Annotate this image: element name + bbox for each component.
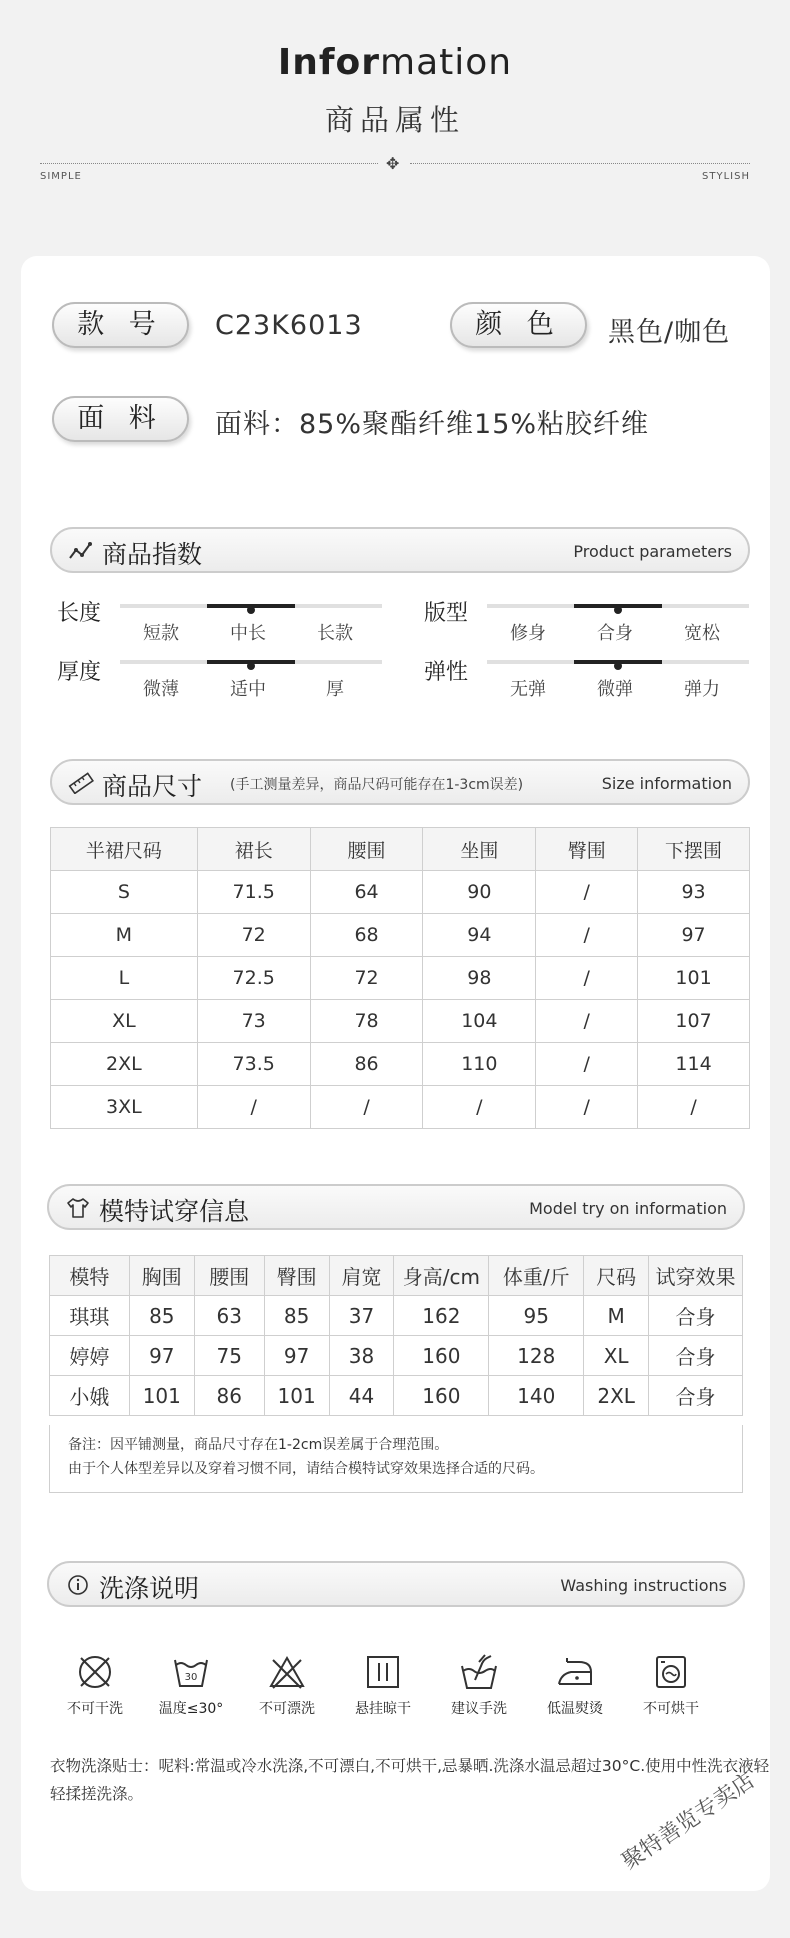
index-option: 弹力 xyxy=(684,679,720,700)
table-cell: 101 xyxy=(264,1376,329,1416)
table-cell: 小娥 xyxy=(50,1376,130,1416)
table-cell: 63 xyxy=(194,1296,264,1336)
table-cell: M xyxy=(584,1296,649,1336)
table-cell: 合身 xyxy=(649,1296,743,1336)
cross-ornament-icon: ✥ xyxy=(386,154,400,173)
table-row xyxy=(50,1336,743,1376)
index-selected-dot xyxy=(247,662,255,670)
table-cell: 95 xyxy=(489,1296,584,1336)
no-bleach-icon xyxy=(267,1652,307,1692)
no-dry-clean-icon xyxy=(75,1652,115,1692)
table-cell: 2XL xyxy=(584,1376,649,1416)
table-cell: / xyxy=(536,957,638,1000)
table-cell: / xyxy=(536,914,638,957)
table-header-cell: 腰围 xyxy=(310,828,423,871)
table-cell: 97 xyxy=(129,1336,194,1376)
table-cell: XL xyxy=(584,1336,649,1376)
care-label: 悬挂晾干 xyxy=(355,1701,411,1717)
table-cell: 75 xyxy=(194,1336,264,1376)
table-header-cell: 臀围 xyxy=(536,828,638,871)
table-cell: 86 xyxy=(310,1043,423,1086)
care-item-hand-wash xyxy=(431,1652,527,1718)
model-info-en: Model try on information xyxy=(529,1199,727,1218)
index-label: 长度 xyxy=(57,601,102,626)
table-row xyxy=(51,871,750,914)
index-option: 合身 xyxy=(597,623,633,644)
table-cell: 37 xyxy=(329,1296,394,1336)
index-label: 版型 xyxy=(424,601,469,626)
table-cell: 101 xyxy=(129,1376,194,1416)
table-cell: 72 xyxy=(310,957,423,1000)
model-note xyxy=(49,1425,743,1493)
product-index-en: Product parameters xyxy=(573,542,732,561)
size-info-en: Size information xyxy=(601,774,732,793)
wash-banner xyxy=(47,1561,745,1607)
table-cell: / xyxy=(310,1086,423,1129)
table-header-cell: 模特 xyxy=(50,1256,130,1296)
table-cell: / xyxy=(638,1086,750,1129)
size-title: 商品尺寸 xyxy=(102,772,203,801)
table-header-cell: 下摆围 xyxy=(638,828,750,871)
note-line-2: 由于个人体型差异以及穿着习惯不同，请结合模特试穿效果选择合适的尺码。 xyxy=(68,1461,544,1477)
model-info-banner xyxy=(47,1184,745,1230)
model-title: 模特试穿信息 xyxy=(99,1197,250,1226)
table-row xyxy=(51,914,750,957)
color-value: 黑色/咖色 xyxy=(608,317,731,348)
table-cell: 38 xyxy=(329,1336,394,1376)
table-cell: 婷婷 xyxy=(50,1336,130,1376)
table-header-cell: 尺码 xyxy=(584,1256,649,1296)
index-option: 微薄 xyxy=(143,679,179,700)
table-row xyxy=(51,1000,750,1043)
size-info-banner xyxy=(50,759,750,805)
table-header-cell: 肩宽 xyxy=(329,1256,394,1296)
table-cell: 85 xyxy=(129,1296,194,1336)
tshirt-icon xyxy=(65,1197,91,1219)
table-cell: / xyxy=(536,1000,638,1043)
table-cell: / xyxy=(536,871,638,914)
care-label: 低温熨烫 xyxy=(547,1701,603,1717)
style-no-value: C23K6013 xyxy=(215,310,363,341)
table-cell: 107 xyxy=(638,1000,750,1043)
table-cell: 94 xyxy=(423,914,536,957)
care-item-no-dry-clean xyxy=(47,1652,143,1718)
note-line-1: 备注：因平铺测量，商品尺寸存在1-2cm误差属于合理范围。 xyxy=(68,1437,449,1453)
table-cell: 72.5 xyxy=(197,957,310,1000)
wash-en: Washing instructions xyxy=(560,1576,727,1595)
table-cell: 73.5 xyxy=(197,1043,310,1086)
ruler-icon xyxy=(68,772,94,794)
fabric-label: 面 料 xyxy=(52,396,189,442)
table-header-cell: 胸围 xyxy=(129,1256,194,1296)
size-table xyxy=(50,827,750,1129)
table-cell: XL xyxy=(51,1000,198,1043)
table-cell: / xyxy=(197,1086,310,1129)
table-cell: 64 xyxy=(310,871,423,914)
index-option: 宽松 xyxy=(684,623,720,644)
care-label: 不可烘干 xyxy=(643,1701,699,1717)
index-option: 厚 xyxy=(326,679,344,700)
care-tip: 衣物洗涤贴士：呢料:常温或冷水洗涤,不可漂白,不可烘干,忌暴晒.洗涤水温忌超过30°C.使用中性洗衣液轻轻揉搓洗涤。 xyxy=(50,1757,770,1803)
table-header-cell: 身高/cm xyxy=(394,1256,489,1296)
style-no-label: 款 号 xyxy=(52,302,189,348)
table-cell: 160 xyxy=(394,1376,489,1416)
wash-30-icon xyxy=(171,1652,211,1692)
table-cell: 73 xyxy=(197,1000,310,1043)
table-cell: 86 xyxy=(194,1376,264,1416)
table-cell: 72 xyxy=(197,914,310,957)
table-cell: S xyxy=(51,871,198,914)
table-cell: 97 xyxy=(638,914,750,957)
index-option: 修身 xyxy=(510,623,546,644)
care-item-no-tumble-dry xyxy=(623,1652,719,1718)
care-label: 温度≤30° xyxy=(158,1701,224,1717)
table-cell: 68 xyxy=(310,914,423,957)
table-cell: 合身 xyxy=(649,1376,743,1416)
table-cell: 78 xyxy=(310,1000,423,1043)
page-title: Information xyxy=(277,42,513,83)
product-index-banner xyxy=(50,527,750,573)
table-cell: / xyxy=(536,1043,638,1086)
table-cell: 71.5 xyxy=(197,871,310,914)
fabric-value: 面料：85%聚酯纤维15%粘胶纤维 xyxy=(215,409,650,440)
svg-text:30: 30 xyxy=(184,1672,198,1683)
table-header-cell: 裙长 xyxy=(197,828,310,871)
table-row xyxy=(51,1043,750,1086)
table-cell: 104 xyxy=(423,1000,536,1043)
product-index-title: 商品指数 xyxy=(102,540,203,569)
low-iron-icon xyxy=(555,1652,595,1692)
table-header-cell: 半裙尺码 xyxy=(51,828,198,871)
table-header-cell: 试穿效果 xyxy=(649,1256,743,1296)
table-cell: 98 xyxy=(423,957,536,1000)
info-icon xyxy=(65,1574,91,1596)
table-cell: 162 xyxy=(394,1296,489,1336)
care-label: 不可干洗 xyxy=(67,1701,123,1717)
table-cell: 3XL xyxy=(51,1086,198,1129)
table-row xyxy=(51,1086,750,1129)
index-option: 微弹 xyxy=(597,679,633,700)
care-item-low-iron xyxy=(527,1652,623,1718)
wash-title: 洗涤说明 xyxy=(99,1574,200,1603)
index-selected-dot xyxy=(247,606,255,614)
index-option: 适中 xyxy=(230,679,266,700)
hand-wash-icon xyxy=(457,1652,501,1692)
page-subtitle: 商品属性 xyxy=(324,103,465,137)
table-row xyxy=(50,1296,743,1336)
divider-right xyxy=(410,163,750,164)
care-item-wash-30 xyxy=(143,1652,239,1718)
divider-left xyxy=(40,163,378,164)
index-option: 短款 xyxy=(143,623,179,644)
table-cell: 85 xyxy=(264,1296,329,1336)
table-cell: 93 xyxy=(638,871,750,914)
table-row xyxy=(50,1376,743,1416)
table-header-cell: 臀围 xyxy=(264,1256,329,1296)
table-cell: 110 xyxy=(423,1043,536,1086)
index-label: 厚度 xyxy=(57,660,102,685)
hang-dry-icon xyxy=(363,1652,403,1692)
table-cell: 101 xyxy=(638,957,750,1000)
table-cell: 合身 xyxy=(649,1336,743,1376)
store-watermark: 聚特善览专卖店 xyxy=(617,1768,760,1875)
care-item-no-bleach xyxy=(239,1652,335,1718)
stylish-tag: STYLISH xyxy=(702,171,750,182)
simple-tag: SIMPLE xyxy=(40,171,82,182)
table-cell: 44 xyxy=(329,1376,394,1416)
color-label: 颜 色 xyxy=(450,302,587,348)
care-label: 不可漂洗 xyxy=(259,1701,315,1717)
table-cell: M xyxy=(51,914,198,957)
table-row xyxy=(51,957,750,1000)
table-cell: 114 xyxy=(638,1043,750,1086)
size-note: (手工测量差异，商品尺码可能存在1-3cm误差) xyxy=(230,777,524,793)
no-tumble-dry-icon xyxy=(651,1652,691,1692)
index-option: 无弹 xyxy=(510,679,546,700)
table-header-cell: 坐围 xyxy=(423,828,536,871)
care-label: 建议手洗 xyxy=(451,1701,507,1717)
table-cell: 128 xyxy=(489,1336,584,1376)
index-option: 长款 xyxy=(317,623,353,644)
table-cell: 琪琪 xyxy=(50,1296,130,1336)
index-label: 弹性 xyxy=(424,660,469,685)
table-header-cell: 腰围 xyxy=(194,1256,264,1296)
care-item-hang-dry xyxy=(335,1652,431,1718)
index-selected-dot xyxy=(614,662,622,670)
table-cell: 140 xyxy=(489,1376,584,1416)
index-selected-dot xyxy=(614,606,622,614)
table-cell: / xyxy=(536,1086,638,1129)
table-cell: 160 xyxy=(394,1336,489,1376)
index-option: 中长 xyxy=(230,623,266,644)
model-table xyxy=(49,1255,743,1416)
table-header-cell: 体重/斤 xyxy=(489,1256,584,1296)
table-cell: / xyxy=(423,1086,536,1129)
trend-line-icon xyxy=(68,540,94,562)
table-cell: 97 xyxy=(264,1336,329,1376)
table-cell: 2XL xyxy=(51,1043,198,1086)
table-cell: 90 xyxy=(423,871,536,914)
table-cell: L xyxy=(51,957,198,1000)
